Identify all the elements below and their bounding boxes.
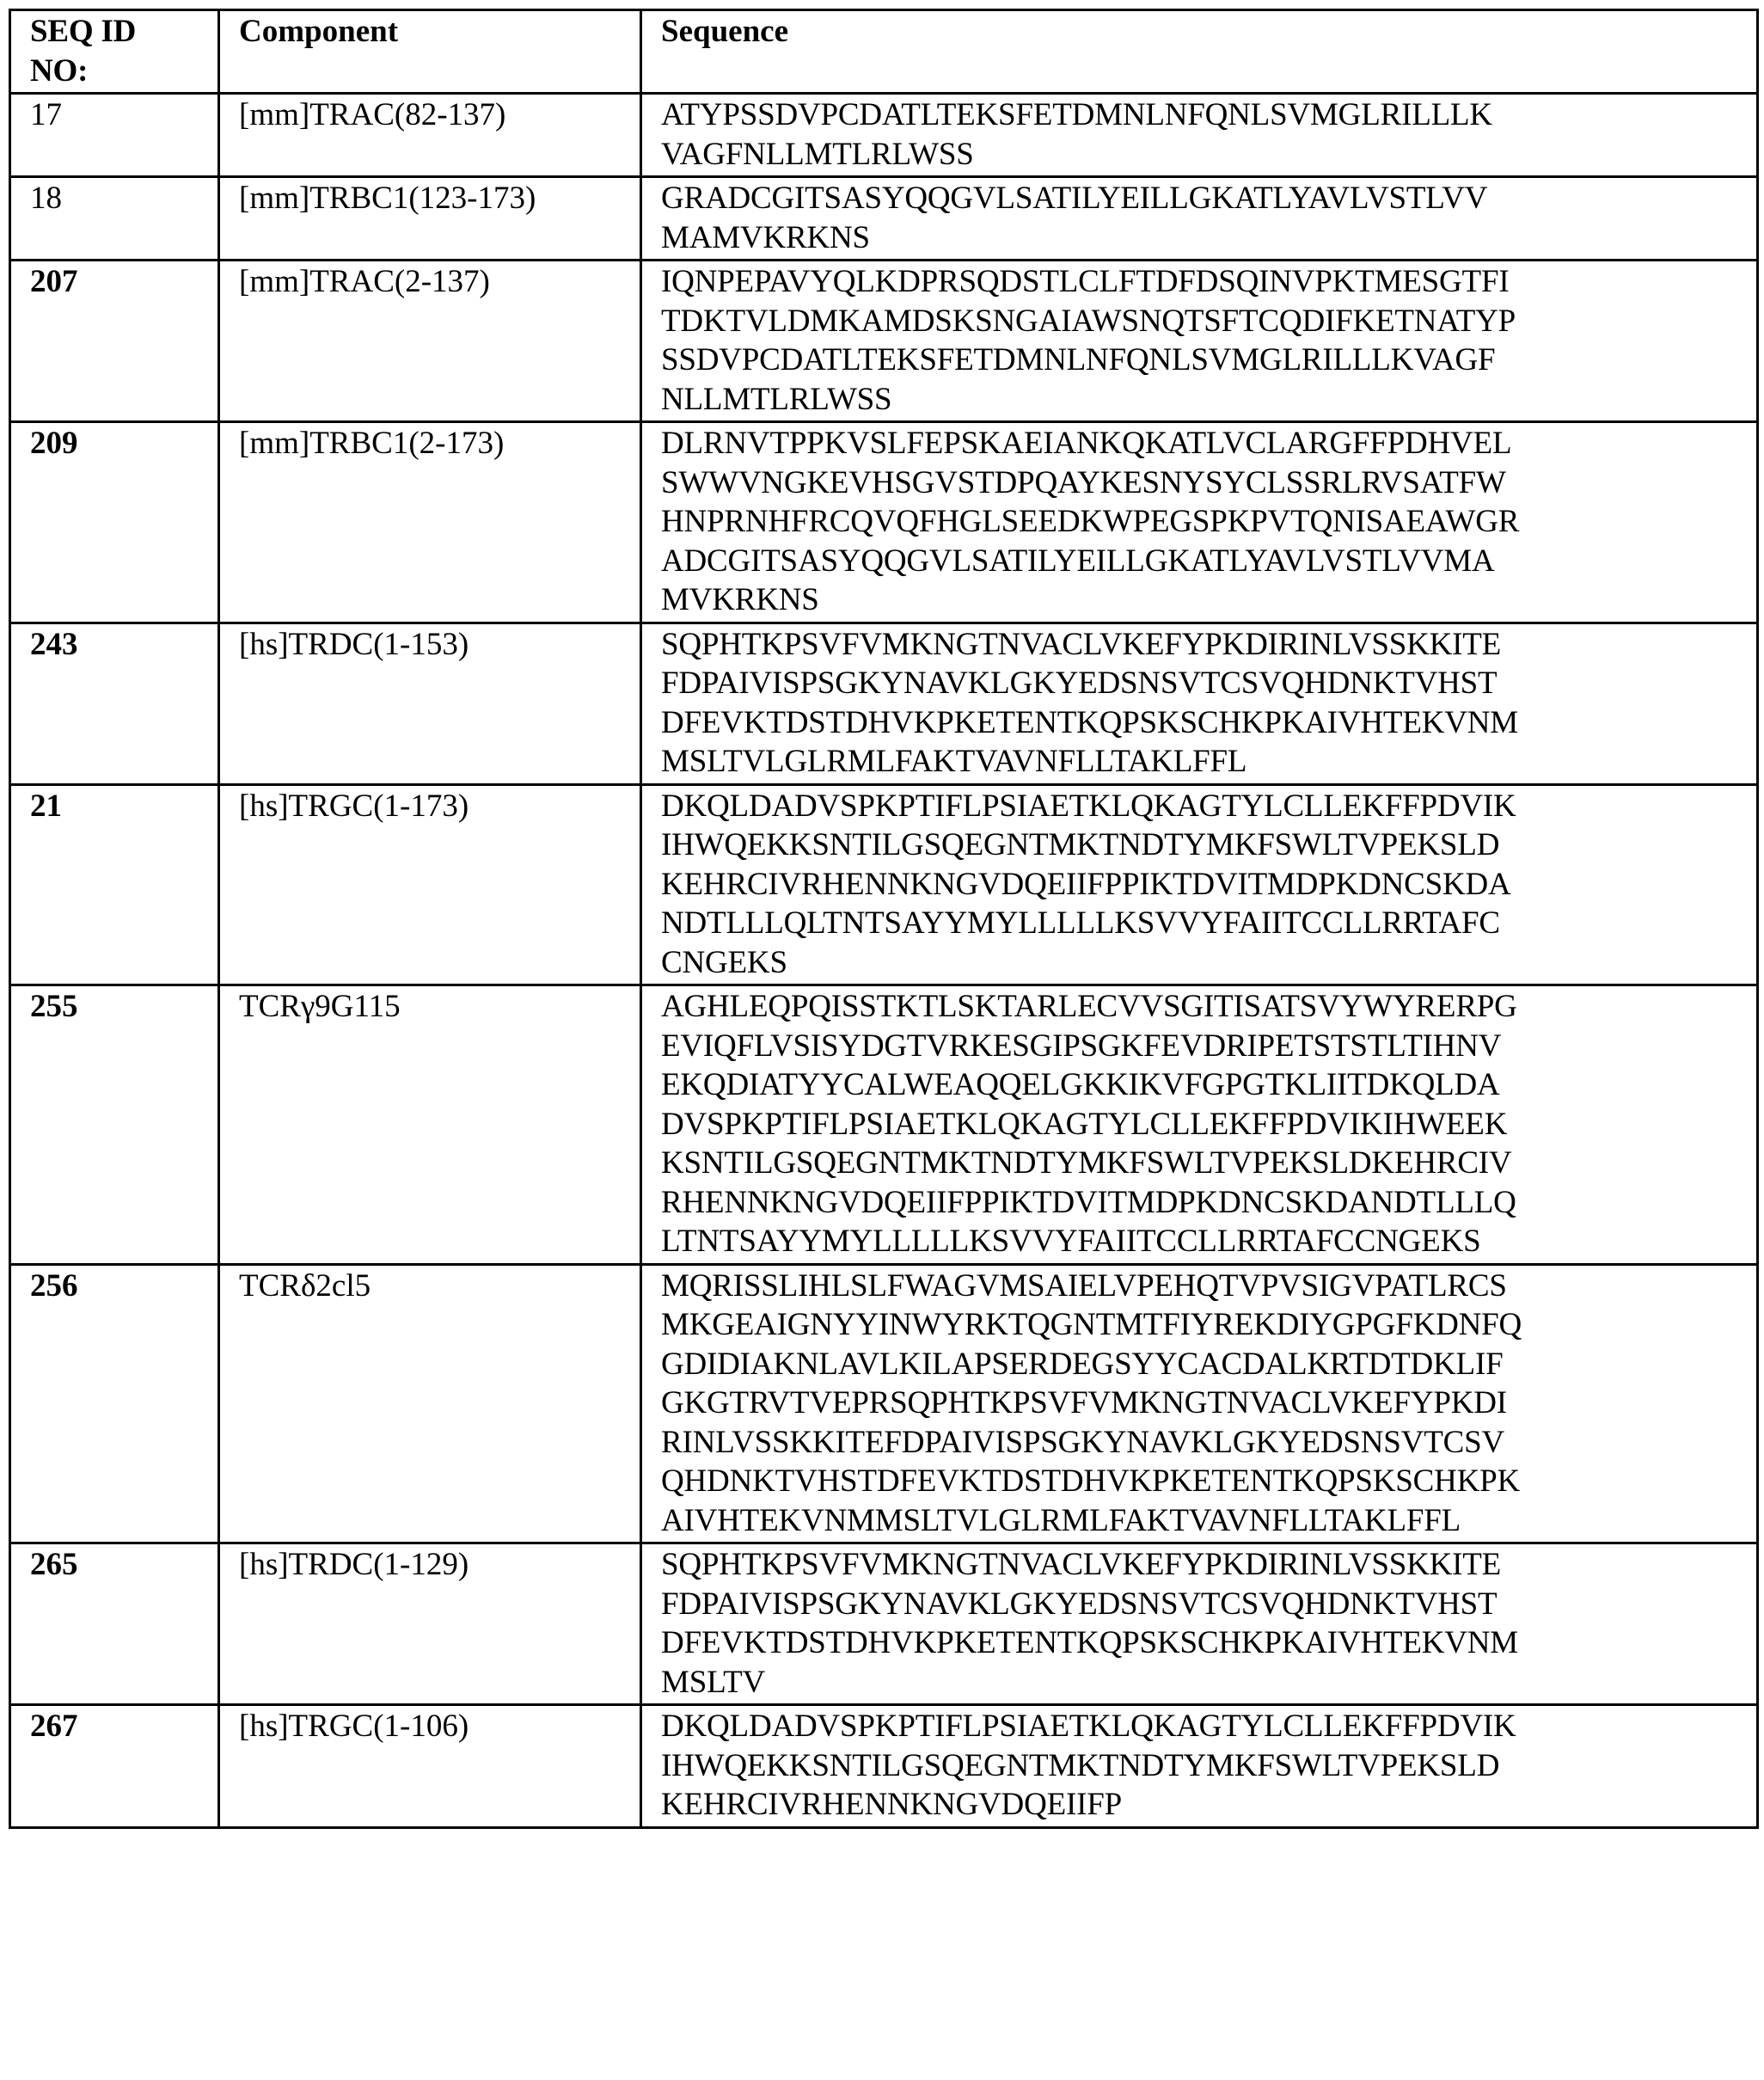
seq-id: 21 [30, 788, 62, 824]
sequence-line: AIVHTEKVNMMSLTVLGLRMLFAKTVAVNFLLTAKLFFL [661, 1502, 1461, 1538]
sequence-line: NDTLLLQLTNTSAYYMYLLLLLKSVVYFAIITCCLLRRTAFC [661, 905, 1500, 941]
seq-id-cell [10, 422, 219, 623]
sequence-line: TDKTVLDMKAMDSKSNGAIAWSNQTSFTCQDIFKETNATYP [661, 303, 1516, 339]
component-cell [219, 261, 641, 422]
sequence-cell [641, 784, 1758, 985]
header-row [10, 10, 1758, 94]
sequence-line: MVKRKNS [661, 582, 819, 617]
table-row [10, 177, 1758, 261]
component-cell [219, 1543, 641, 1705]
seq-id: 243 [30, 626, 78, 662]
sequence-cell [641, 1543, 1758, 1705]
component-cell [219, 422, 641, 623]
seq-id: 17 [30, 97, 62, 132]
sequence-cell [641, 422, 1758, 623]
component-cell [219, 985, 641, 1265]
component-cell [219, 623, 641, 784]
header-seq-id [10, 10, 219, 94]
seq-id: 255 [30, 989, 78, 1024]
component-name: [hs]TRDC(1-153) [239, 626, 469, 662]
component-name: [hs]TRGC(1-106) [239, 1709, 469, 1744]
header-seq-id-line2: NO: [30, 52, 89, 89]
table-row [10, 784, 1758, 985]
component-name: TCRδ2cl5 [239, 1267, 371, 1304]
table-row [10, 94, 1758, 177]
component-cell [219, 1705, 641, 1828]
sequence-line: ATYPSSDVPCDATLTEKSFETDMNLNFQNLSVMGLRILLLK [661, 97, 1492, 132]
sequence-line: GRADCGITSASYQQGVLSATILYEILLGKATLYAVLVSTLVV [661, 181, 1488, 216]
seq-id-cell [10, 1705, 219, 1828]
sequence-line: NLLMTLRLWSS [661, 381, 892, 417]
seq-id: 265 [30, 1547, 78, 1582]
sequence-line: SWWVNGKEVHSGVSTDPQAYKESNYSYCLSSRLRVSATFW [661, 464, 1506, 500]
seq-id-cell [10, 261, 219, 422]
sequence-line: DVSPKPTIFLPSIAETKLQKAGTYLCLLEKFFPDVIKIHWEEK [661, 1106, 1508, 1142]
sequence-line: VAGFNLLMTLRLWSS [661, 136, 974, 172]
header-component: Component [219, 10, 641, 94]
component-cell [219, 94, 641, 177]
sequence-line: AGHLEQPQISSTKTLSKTARLECVVSGITISATSVYWYRERPG [661, 989, 1517, 1024]
component-cell [219, 177, 641, 261]
seq-id-cell [10, 623, 219, 784]
sequence-line: DKQLDADVSPKPTIFLPSIAETKLQKAGTYLCLLEKFFPDVIK [661, 1709, 1516, 1744]
component-name: [hs]TRGC(1-173) [239, 788, 469, 824]
sequence-table [9, 9, 1759, 1829]
table-row [10, 1543, 1758, 1705]
sequence-line: MKGEAIGNYYINWYRKTQGNTMTFIYREKDIYGPGFKDNFQ [661, 1307, 1522, 1342]
sequence-line: KEHRCIVRHENNKNGVDQEIIFPPIKTDVITMDPKDNCSKDA [661, 866, 1511, 902]
component-name: [mm]TRAC(82-137) [239, 97, 506, 132]
seq-id-cell [10, 784, 219, 985]
table-row [10, 1705, 1758, 1828]
header-seq-id-line1: SEQ ID [30, 14, 137, 49]
seq-id: 209 [30, 426, 78, 461]
table-body [10, 94, 1758, 1828]
sequence-line: LTNTSAYYMYLLLLLKSVVYFAIITCCLLRRTAFCCNGEKS [661, 1224, 1481, 1259]
component-cell [219, 784, 641, 985]
seq-id: 267 [30, 1709, 78, 1744]
sequence-line: KEHRCIVRHENNKNGVDQEIIFP [661, 1787, 1123, 1822]
sequence-cell [641, 177, 1758, 261]
table-row [10, 1264, 1758, 1543]
seq-id: 207 [30, 264, 78, 299]
sequence-line: HNPRNHFRCQVQFHGLSEEDKWPEGSPKPVTQNISAEAWGR [661, 504, 1520, 539]
sequence-line: ADCGITSASYQQGVLSATILYEILLGKATLYAVLVSTLVVMA [661, 543, 1495, 579]
sequence-line: DFEVKTDSTDHVKPKETENTKQPSKSCHKPKAIVHTEKVNM [661, 1625, 1518, 1660]
header-sequence: Sequence [641, 10, 1758, 94]
sequence-line: KSNTILGSQEGNTMKTNDTYMKFSWLTVPEKSLDKEHRCIV [661, 1145, 1512, 1181]
seq-id-cell [10, 94, 219, 177]
sequence-line: EVIQFLVSISYDGTVRKESGIPSGKFEVDRIPETSTSTLTIHNV [661, 1028, 1502, 1064]
table-row [10, 422, 1758, 623]
sequence-line: GKGTRVTVEPRSQPHTKPSVFVMKNGTNVACLVKEFYPKDI [661, 1385, 1507, 1420]
component-name: [mm]TRBC1(2-173) [239, 426, 505, 461]
sequence-line: EKQDIATYYCALWEAQQELGKKIKVFGPGTKLIITDKQLDA [661, 1067, 1500, 1102]
sequence-line: RINLVSSKKITEFDPAIVISPSGKYNAVKLGKYEDSNSVTCSV [661, 1424, 1504, 1460]
component-name: [mm]TRBC1(123-173) [239, 181, 536, 216]
seq-id-cell [10, 177, 219, 261]
sequence-cell [641, 94, 1758, 177]
sequence-line: MAMVKRKNS [661, 219, 870, 255]
table-row [10, 985, 1758, 1265]
sequence-line: FDPAIVISPSGKYNAVKLGKYEDSNSVTCSVQHDNKTVHST [661, 666, 1498, 701]
sequence-line: SQPHTKPSVFVMKNGTNVACLVKEFYPKDIRINLVSSKKITE [661, 1547, 1502, 1582]
sequence-line: RHENNKNGVDQEIIFPPIKTDVITMDPKDNCSKDANDTLLLQ [661, 1184, 1516, 1220]
seq-id-cell [10, 985, 219, 1265]
sequence-line: QHDNKTVHSTDFEVKTDSTDHVKPKETENTKQPSKSCHKPK [661, 1463, 1521, 1499]
seq-id-cell [10, 1264, 219, 1543]
sequence-line: IHWQEKKSNTILGSQEGNTMKTNDTYMKFSWLTVPEKSLD [661, 1747, 1500, 1783]
sequence-line: IHWQEKKSNTILGSQEGNTMKTNDTYMKFSWLTVPEKSLD [661, 827, 1500, 862]
seq-id: 256 [30, 1267, 78, 1304]
sequence-line: DKQLDADVSPKPTIFLPSIAETKLQKAGTYLCLLEKFFPDVIK [661, 788, 1516, 824]
sequence-line: FDPAIVISPSGKYNAVKLGKYEDSNSVTCSVQHDNKTVHST [661, 1586, 1498, 1622]
sequence-cell [641, 1264, 1758, 1543]
component-name: TCRγ9G115 [239, 989, 401, 1024]
sequence-line: CNGEKS [661, 944, 787, 980]
sequence-cell [641, 985, 1758, 1265]
sequence-line: GDIDIAKNLAVLKILAPSERDEGSYYCACDALKRTDTDKLIF [661, 1346, 1504, 1382]
sequence-cell [641, 623, 1758, 784]
sequence-line: DLRNVTPPKVSLFEPSKAEIANKQKATLVCLARGFFPDHVEL [661, 426, 1512, 461]
sequence-cell [641, 1705, 1758, 1828]
table-row [10, 623, 1758, 784]
table-row [10, 261, 1758, 422]
component-name: [mm]TRAC(2-137) [239, 264, 490, 299]
component-name: [hs]TRDC(1-129) [239, 1547, 469, 1582]
seq-id: 18 [30, 181, 62, 216]
sequence-line: MSLTV [661, 1664, 766, 1700]
sequence-line: DFEVKTDSTDHVKPKETENTKQPSKSCHKPKAIVHTEKVNM [661, 704, 1518, 740]
sequence-line: SQPHTKPSVFVMKNGTNVACLVKEFYPKDIRINLVSSKKITE [661, 626, 1502, 662]
sequence-line: MSLTVLGLRMLFAKTVAVNFLLTAKLFFL [661, 744, 1247, 779]
sequence-line: IQNPEPAVYQLKDPRSQDSTLCLFTDFDSQINVPKTMESGTFI [661, 264, 1510, 299]
sequence-line: MQRISSLIHLSLFWAGVMSAIELVPEHQTVPVSIGVPATLRCS [661, 1267, 1507, 1304]
component-cell [219, 1264, 641, 1543]
sequence-cell [641, 261, 1758, 422]
sequence-line: SSDVPCDATLTEKSFETDMNLNFQNLSVMGLRILLLKVAGF [661, 342, 1496, 377]
seq-id-cell [10, 1543, 219, 1705]
